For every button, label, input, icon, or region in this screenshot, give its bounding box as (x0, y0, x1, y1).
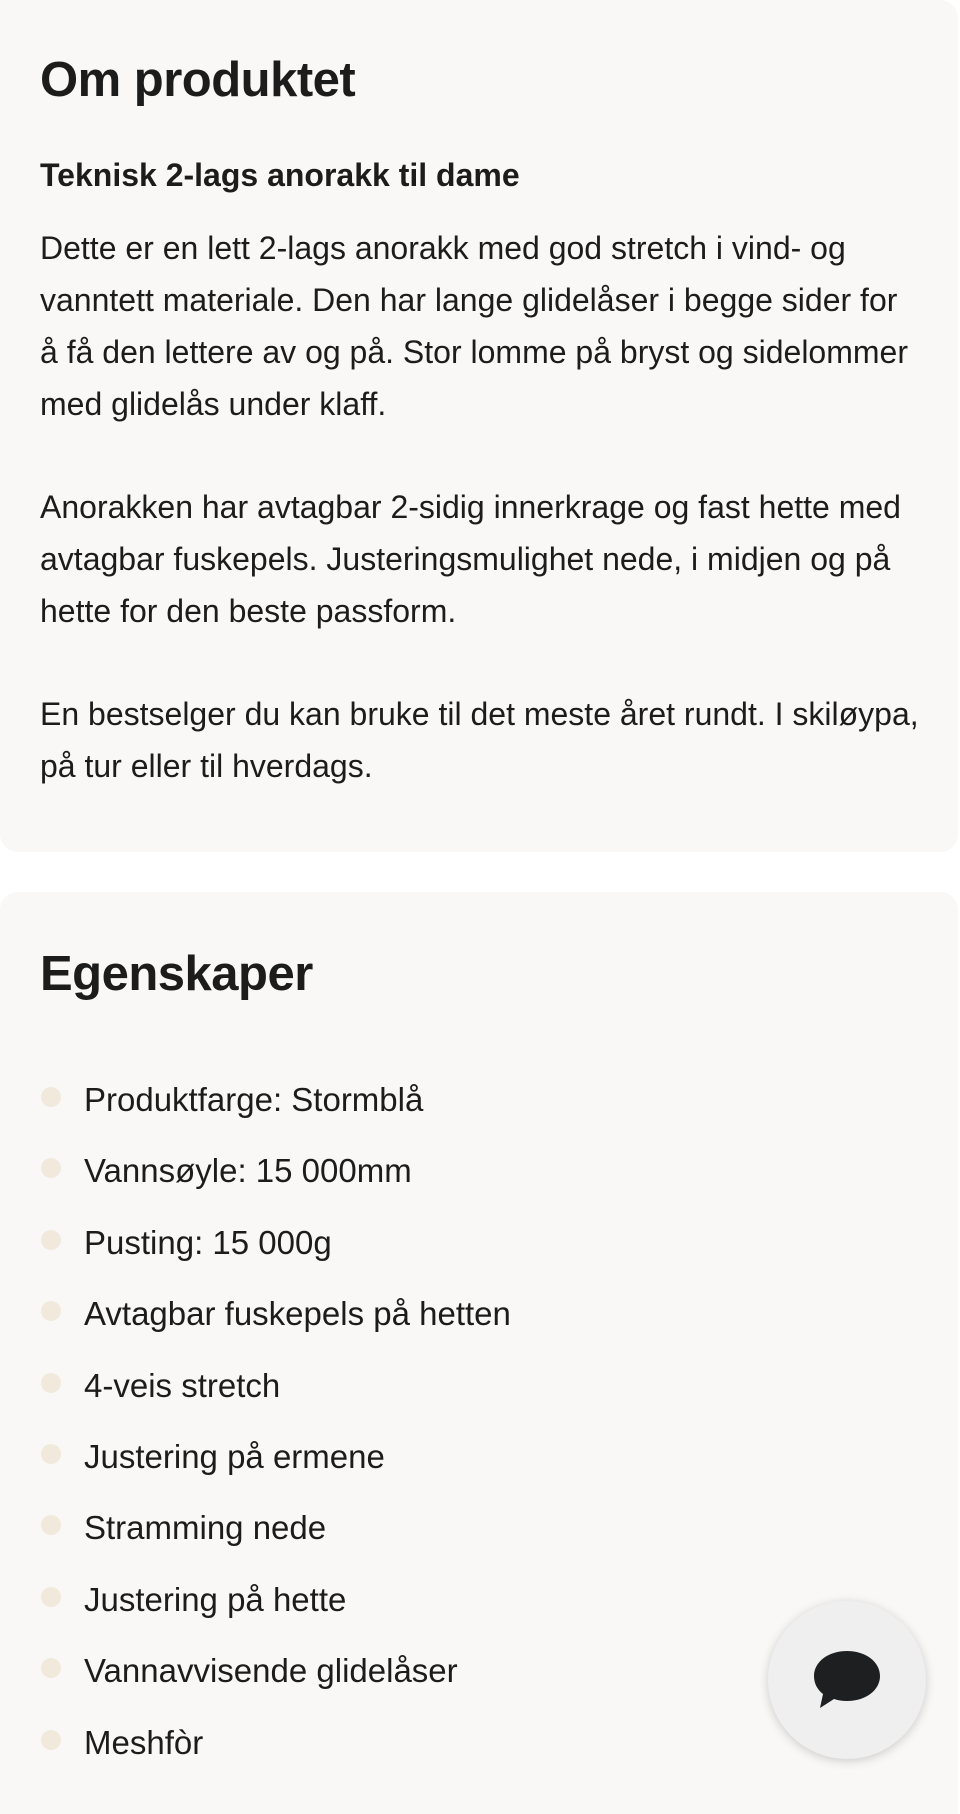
about-description (40, 222, 920, 843)
list-item (40, 1575, 511, 1646)
bullet-icon (41, 1373, 61, 1393)
list-item (40, 1503, 511, 1574)
bullet-icon (41, 1658, 61, 1678)
about-paragraph: Dette er en lett 2-lags anorakk med god stretch i vind- og vanntett materiale. Den har lange glidelåser i begge sider for å få den lettere av og på. Stor lomme på bryst og sidelommer med glidelås under klaff. (40, 230, 908, 422)
chat-button[interactable] (768, 1601, 926, 1759)
list-item-label: Meshfòr (84, 1723, 204, 1761)
list-item (40, 1646, 511, 1717)
list-item (40, 1146, 511, 1217)
list-item (40, 1361, 511, 1432)
list-item-label: Stramming nede (84, 1509, 327, 1547)
bullet-icon (41, 1515, 61, 1535)
bullet-icon (41, 1301, 61, 1321)
list-item-label: Justering på hette (84, 1580, 347, 1618)
about-subtitle: Teknisk 2-lags anorakk til dame (40, 157, 520, 193)
bullet-icon (41, 1158, 61, 1178)
bullet-icon (41, 1587, 61, 1607)
bullet-icon (41, 1087, 61, 1107)
list-item (40, 1718, 511, 1789)
about-product-section (0, 0, 958, 852)
list-item-label: Justering på ermene (84, 1437, 385, 1475)
about-title: Om produktet (40, 53, 356, 107)
list-item-label: Avtagbar fuskepels på hetten (84, 1295, 511, 1333)
bullet-icon (41, 1230, 61, 1250)
list-item (40, 1218, 511, 1289)
chat-bubble-icon (811, 1647, 883, 1713)
properties-list (40, 1075, 511, 1789)
list-item (40, 1432, 511, 1503)
about-paragraph: En bestselger du kan bruke til det meste året rundt. I skiløypa, på tur eller til hverdags. (40, 696, 919, 784)
list-item (40, 1075, 511, 1146)
list-item-label: Produktfarge: Stormblå (84, 1081, 424, 1118)
list-item-label: 4-veis stretch (84, 1366, 281, 1404)
about-paragraph: Anorakken har avtagbar 2-sidig innerkrage og fast hette med avtagbar fuskepels. Justeringsmulighet nede, i midjen og på hette for den beste passform. (40, 489, 901, 629)
bullet-icon (41, 1444, 61, 1464)
bullet-icon (41, 1730, 61, 1750)
list-item (40, 1289, 511, 1360)
list-item-label: Vannavvisende glidelåser (84, 1652, 458, 1690)
list-item-label: Vannsøyle: 15 000mm (84, 1152, 412, 1190)
list-item-label: Pusting: 15 000g (84, 1223, 332, 1261)
properties-title: Egenskaper (40, 947, 313, 1001)
